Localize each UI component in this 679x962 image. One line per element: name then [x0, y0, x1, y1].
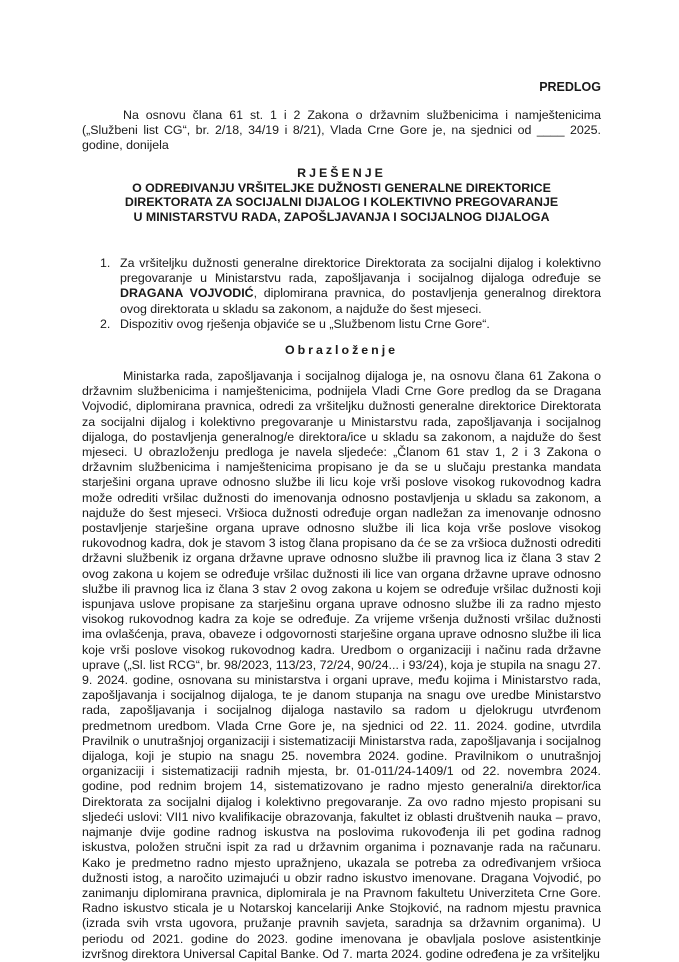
explanation-body: Ministarka rada, zapošljavanja i socijalnog dijaloga je, na osnovu člana 61 Zakona o državnim službenicima i namještenicima, podnijela Vladi Crne Gore predlog da se Dragana Vojvodić, diplomirana pravnica, odredi za vršiteljku dužnosti generalne direktorice Direktorata za socijalni dijalog i kolektivno pregovaranje u Ministarstvu rada, zapošljavanja i socijalnog dijaloga, do postavljenja generalnog/e direktora/ice u skladu sa zakonom, a najduže do šest mjeseci. U obrazloženju predloga je navela sljedeće: „Članom 61 stav 1, 2 i 3 Zakona o državnim službenicima i namještenicima propisano je da se u slučaju prestanka mandata starješini organa uprave odnosno službe ili licu koje vrši poslove visokog rukovodnog kadra može odrediti vršilac dužnosti do imenovanja odnosno postavljenja u skladu sa zakonom, a najduže do šest mjeseci. Vršioca dužnosti određuje organ nadležan za imenovanje odnosno postavljenje starješine organa uprave odnosno službe ili lica koja vrše poslove visokog rukovodnog kadra, dok je stavom 3 istog člana propisano da će se za vršioca dužnosti odrediti državni službenik iz organa državne uprave odnosno službe ili pravnog lica iz člana 3 stav 2 ovog zakona u kojem se određuje vršilac dužnosti ili lice van organa državne uprave odnosno službe ili pravnog lica iz člana 3 stav 2 ovog zakona u kojem se određuje vršilac dužnosti koji ispunjava uslove propisane za starješinu organa uprave odnosno službe ili za radno mjesto visokog rukovodnog kadra za koje se određuje. Za vrijeme vršenja dužnosti vršilac dužnosti ima ovlašćenja, prava, obaveze i odgovornosti starješine organa uprave odnosno službe ili lica koje vrši poslove visokog rukovodnog kadra. Uredbom o organizaciji i načinu rada državne uprave („Sl. list RCG“, br. 98/2023, 113/23, 72/24, 90/24... i 93/24), koja je stupila na snagu 27. 9. 2024. godine, osnovana su ministarstva i organi uprave, među kojima i Ministarstvo rada, zapošljavanja i socijalnog dijaloga, te je danom stupanja na snagu ove uredbe Ministarstvo rada, zapošljavanja i socijalnog dijaloga nastavilo sa radom u djelokrugu utvrđenom predmetnom uredbom. Vlada Crne Gore je, na sjednici od 22. 11. 2024. godine, utvrdila Pravilnik o unutrašnjoj organizaciji i sistematizaciji Ministarstva rada, zapošljavanja i socijalnog dijaloga, koji je stupio na snagu 25. novembra 2024. godine. Pravilnikom o unutrašnjoj organizaciji i sistematizaciji radnih mjesta, br. 01-011/24-1409/1 od 22. novembra 2024. godine, pod rednim brojem 14, sistematizovano je radno mjesto generalni/a direktor/ica Direktorata za socijalni dijalog i kolektivno pregovaranje. Za ovo radno mjesto propisani su sljedeći uslovi: VII1 nivo kvalifikacije obrazovanja, fakultet iz oblasti društvenih nauka – pravo, najmanje dvije godine radnog iskustva na poslovima rukovođenja ili pet godina radnog iskustva, položen stručni ispit za rad u državnim organima i poznavanje rada na računaru. Kako je predmetno radno mjesto upražnjeno, ukazala se potreba za određivanjem vršioca dužnosti istog, a naročito uzimajući u obzir radno iskustvo imenovane. Dragana Vojvodić, po zanimanju diplomirana pravnica, diplomirala je na Pravnom fakultetu Univerziteta Crne Gore. Radno iskustvo sticala je u Notarskoj kancelariji Anke Stojković, na radnom mjestu pravnica (izrada svih vrsta ugovora, pružanje pravnih savjeta, saradnja sa državnim organima). U periodu od 2021. godine do 2023. godine imenovana je obavljala poslove asistentkinje izvršnog direktora Universal Capital Banke. Od 7. marta 2024. godine određena je za vršiteljku [82, 369, 601, 961]
intro-paragraph: Na osnovu člana 61 st. 1 i 2 Zakona o državnim službenicima i namještenicima („Službeni list CG“, br. 2/18, 34/19 i 8/21), Vlada Crne Gore je, na sjednici od ____ 2025. godine, donijela [82, 108, 601, 153]
decision-title-line: O ODREĐIVANJU VRŠITELJKE DUŽNOSTI GENERALNE DIREKTORICE [132, 180, 551, 195]
item-number: 1. [100, 256, 111, 270]
proposal-label: PREDLOG [539, 80, 601, 94]
explanation-heading: Obrazloženje [284, 343, 399, 357]
item-text: Za vršiteljku dužnosti generalne direktorice Direktorata za socijalni dijalog i kolektivno pregovaranje u Ministarstvu rada, zapošljavanja i socijalnog dijaloga određuje se [120, 256, 601, 286]
decision-title-line: DIREKTORATA ZA SOCIJALNI DIJALOG I KOLEKTIVNO PREGOVARANJE [124, 195, 559, 210]
item-text: , diplomirana pravnica, do postavljenja generalnog direktora ovog direktorata u skladu sa zakonom, a najduže do šest mjeseci. [120, 286, 601, 316]
item-number: 2. [100, 316, 111, 331]
decision-heading: RJEŠENJE [297, 166, 386, 180]
item-text: Dispozitiv ovog rješenja objaviće se u „Službenom listu Crne Gore“. [120, 316, 490, 331]
decision-item [100, 317, 601, 332]
decision-items [100, 256, 601, 332]
decision-title [82, 166, 601, 224]
appointee-name: DRAGANA VOJVODIĆ [120, 286, 254, 301]
decision-item [100, 256, 601, 317]
decision-title-line: U MINISTARSTVU RADA, ZAPOŠLJAVANJA I SOCIJALNOG DIJALOGA [133, 209, 550, 224]
